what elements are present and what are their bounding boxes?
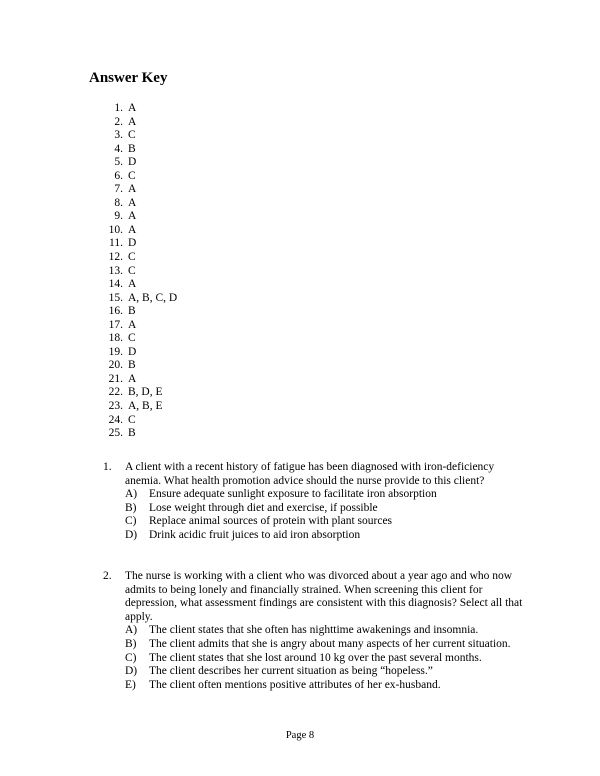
option-item <box>125 624 533 638</box>
answer-item <box>100 386 177 400</box>
question-text: A client with a recent history of fatigue has been diagnosed with iron-deficiency anemia. What health promotion advice should the nurse provide to this client? <box>125 461 495 487</box>
option-text: Lose weight through diet and exercise, if possible <box>149 501 378 514</box>
answer-value: A, B, E <box>128 400 163 413</box>
answer-value: C <box>128 413 136 426</box>
answer-item <box>100 183 177 197</box>
option-letter: C) <box>125 515 137 528</box>
option-item <box>125 652 533 666</box>
answer-value: B <box>128 359 136 372</box>
answer-value: C <box>128 332 136 345</box>
answer-item <box>100 237 177 251</box>
answer-value: A <box>128 102 137 114</box>
answer-value: C <box>128 264 136 277</box>
answer-item <box>100 373 177 387</box>
answer-number: 25. <box>108 427 123 440</box>
answer-number: 13. <box>108 264 123 277</box>
answer-item <box>100 319 177 333</box>
answer-value: A <box>128 318 137 331</box>
option-letter: A) <box>125 488 138 501</box>
answer-number: 5. <box>114 156 123 169</box>
option-list <box>103 624 533 692</box>
option-text: The client describes her current situation as being “hopeless.” <box>149 665 433 678</box>
answer-number: 11. <box>109 237 123 250</box>
answer-number: 12. <box>108 251 123 264</box>
answer-item <box>100 332 177 346</box>
answer-number: 18. <box>108 332 123 345</box>
option-item <box>125 638 533 652</box>
answer-number: 7. <box>114 183 123 196</box>
answer-number: 14. <box>108 278 123 291</box>
answer-value: A <box>128 278 137 291</box>
option-item <box>125 665 533 679</box>
answer-number: 19. <box>108 345 123 358</box>
option-text: The client often mentions positive attributes of her ex-husband. <box>149 678 441 691</box>
answer-item <box>100 156 177 170</box>
answer-value: B <box>128 142 136 155</box>
answer-value: B, D, E <box>128 386 163 399</box>
option-text: The client admits that she is angry about many aspects of her current situation. <box>149 637 511 650</box>
answer-value: A <box>128 183 137 196</box>
answer-key-list <box>100 102 177 441</box>
answer-value: A <box>128 210 137 223</box>
option-text: The client states that she often has nighttime awakenings and insomnia. <box>149 624 479 637</box>
option-item <box>125 529 533 543</box>
answer-number: 3. <box>114 129 123 142</box>
answer-item <box>100 278 177 292</box>
option-text: Ensure adequate sunlight exposure to facilitate iron absorption <box>149 488 437 501</box>
answer-item <box>100 292 177 306</box>
answer-item <box>100 143 177 157</box>
answer-value: C <box>128 251 136 264</box>
answer-value: A <box>128 223 137 236</box>
answer-item <box>100 346 177 360</box>
answer-value: C <box>128 129 136 142</box>
answer-value: B <box>128 305 136 318</box>
question-number: 1. <box>103 461 112 473</box>
answer-item <box>100 251 177 265</box>
answer-item <box>100 265 177 279</box>
option-letter: C) <box>125 651 137 664</box>
answer-item <box>100 197 177 211</box>
answer-item <box>100 400 177 414</box>
answer-number: 21. <box>108 372 123 385</box>
answer-number: 4. <box>114 142 123 155</box>
answer-number: 1. <box>114 102 123 114</box>
answer-value: A <box>128 115 137 128</box>
option-letter: A) <box>125 624 138 637</box>
answer-number: 6. <box>114 169 123 182</box>
question-stem <box>103 461 533 488</box>
answer-item <box>100 102 177 116</box>
answer-number: 15. <box>108 291 123 304</box>
answer-value: A, B, C, D <box>128 291 178 304</box>
option-item <box>125 502 533 516</box>
answer-value: D <box>128 345 137 358</box>
answer-item <box>100 427 177 441</box>
page-number: Page 8 <box>285 730 315 741</box>
option-text: Drink acidic fruit juices to aid iron absorption <box>149 528 361 541</box>
answer-value: A <box>128 372 137 385</box>
option-letter: B) <box>125 637 137 650</box>
answer-number: 22. <box>108 386 123 399</box>
answer-item <box>100 305 177 319</box>
answer-item <box>100 414 177 428</box>
option-item <box>125 488 533 502</box>
answer-number: 2. <box>114 115 123 128</box>
option-item <box>125 515 533 529</box>
question-stem <box>103 570 533 624</box>
answer-item <box>100 129 177 143</box>
answer-value: C <box>128 169 136 182</box>
answer-number: 10. <box>108 223 123 236</box>
answer-item <box>100 210 177 224</box>
option-letter: D) <box>125 665 138 678</box>
answer-number: 23. <box>108 400 123 413</box>
option-letter: D) <box>125 528 138 541</box>
answer-number: 17. <box>108 318 123 331</box>
question-1 <box>103 461 533 543</box>
answer-item <box>100 116 177 130</box>
question-number: 2. <box>103 570 112 582</box>
answer-number: 16. <box>108 305 123 318</box>
answer-value: A <box>128 196 137 209</box>
answer-item <box>100 170 177 184</box>
answer-item <box>100 359 177 373</box>
answer-value: D <box>128 156 137 169</box>
option-letter: E) <box>125 678 136 691</box>
answer-value: D <box>128 237 137 250</box>
page-title: Answer Key <box>89 70 168 86</box>
answer-item <box>100 224 177 238</box>
option-item <box>125 679 533 693</box>
answer-number: 20. <box>108 359 123 372</box>
option-text: The client states that she lost around 10 kg over the past several months. <box>149 651 482 664</box>
answer-number: 9. <box>114 210 123 223</box>
option-letter: B) <box>125 501 137 514</box>
answer-number: 24. <box>108 413 123 426</box>
question-2 <box>103 570 533 692</box>
option-list <box>103 488 533 542</box>
answer-number: 8. <box>114 196 123 209</box>
option-text: Replace animal sources of protein with plant sources <box>149 515 393 528</box>
answer-value: B <box>128 427 136 440</box>
question-text: The nurse is working with a client who was divorced about a year ago and who now admits to being lonely and financially strained. When screening this client for depression, what assessment findings are consistent with this diagnosis? Select all that apply. <box>125 570 523 623</box>
